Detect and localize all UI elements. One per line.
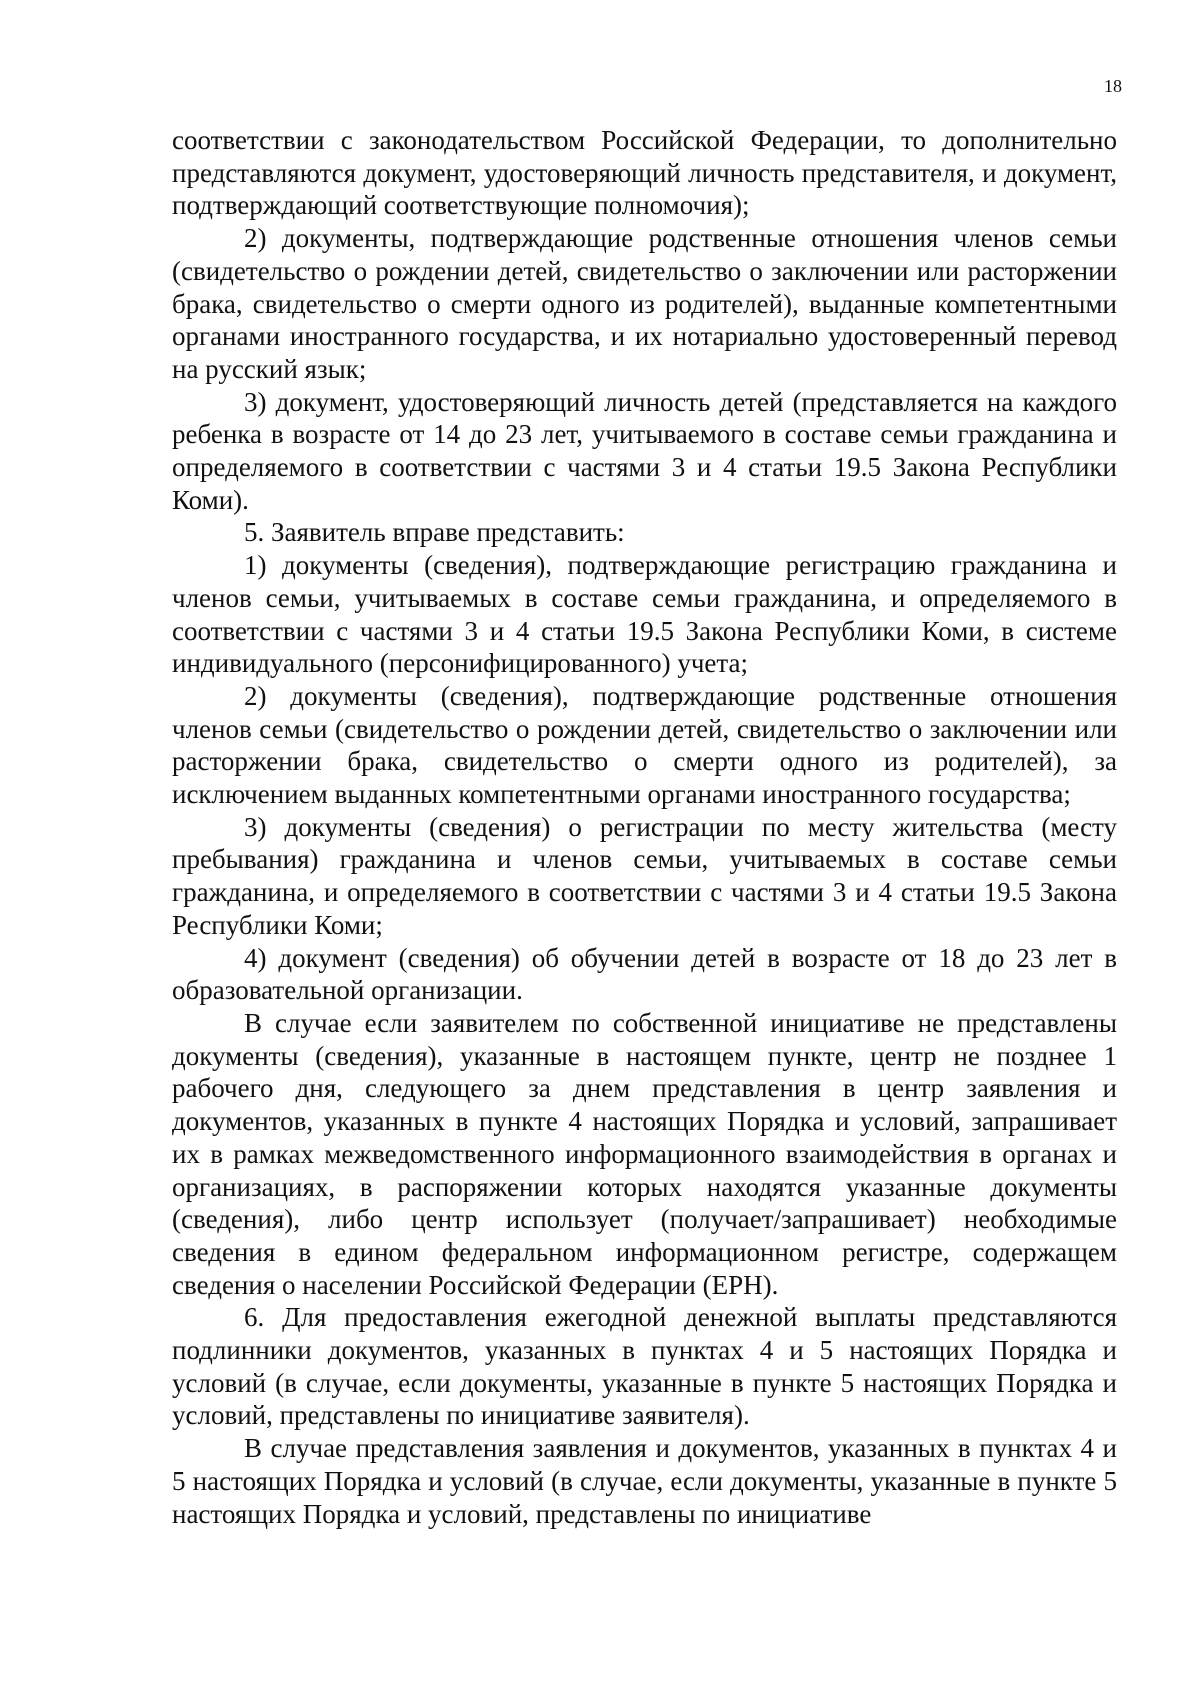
paragraph: 5. Заявитель вправе представить: bbox=[244, 517, 625, 548]
document-body bbox=[172, 124, 1117, 1530]
paragraph: 6. Для предоставления ежегодной денежной выплаты представляются подлинники документов, указанных в пунктах 4 и 5 настоящих Порядка и условий (в случае, если документы, указанные в пункте 5 настоящих Порядка и условий, представлены по инициативе заявителя). bbox=[172, 1302, 1117, 1431]
paragraph: 2) документы (сведения), подтверждающие родственные отношения членов семьи (свидетельство о рождении детей, свидетельство о заключении или расторжении брака, свидетельство о смерти одного из родителей), за исключением выданных компетентными органами иностранного государства; bbox=[172, 680, 1117, 810]
paragraph: 4) документ (сведения) об обучении детей в возрасте от 18 до 23 лет в образовательной организации. bbox=[172, 942, 1117, 1006]
paragraph: 3) документы (сведения) о регистрации по месту жительства (месту пребывания) гражданина и членов семьи, учитываемых в составе семьи гражданина, и определяемого в соответствии с частями 3 и 4 статьи 19.5 Закона Республики Коми; bbox=[172, 811, 1117, 940]
paragraph: 2) документы, подтверждающие родственные отношения членов семьи (свидетельство о рождении детей, свидетельство о заключении или расторжении брака, свидетельство о смерти одного из родителей), выданные компетентными органами иностранного государства, и их нотариально удостоверенный перевод на русский язык; bbox=[172, 223, 1117, 384]
paragraph: В случае представления заявления и документов, указанных в пунктах 4 и 5 настоящих Порядка и условий (в случае, если документы, указанные в пункте 5 настоящих Порядка и условий, представлены по инициативе bbox=[172, 1433, 1117, 1529]
paragraph: соответствии с законодательством Российской Федерации, то дополнительно представляются документ, удостоверяющий личность представителя, и документ, подтверждающий соответствующие полномочия); bbox=[172, 125, 1117, 221]
paragraph: 3) документ, удостоверяющий личность детей (представляется на каждого ребенка в возрасте от 14 до 23 лет, учитываемого в составе семьи гражданина и определяемого в соответствии с частями 3 и 4 статьи 19.5 Закона Республики Коми). bbox=[172, 386, 1117, 515]
page-number: 18 bbox=[1104, 76, 1122, 96]
paragraph: В случае если заявителем по собственной инициативе не представлены документы (сведения), указанные в настоящем пункте, центр не позднее 1 рабочего дня, следующего за днем представления в центр заявления и документов, указанных в пункте 4 настоящих Порядка и условий, запрашивает их в рамках межведомственного информационного взаимодействия в органах и организациях, в распоряжении которых находятся указанные документы (сведения), либо центр использует (получает/запрашивает) необходимые сведения в едином федеральном информационном регистре, содержащем сведения о населении Российской Федерации (ЕРН). bbox=[172, 1007, 1117, 1300]
paragraph: 1) документы (сведения), подтверждающие регистрацию гражданина и членов семьи, учитываемых в составе семьи гражданина, и определяемого в соответствии с частями 3 и 4 статьи 19.5 Закона Республики Коми, в системе индивидуального (персонифицированного) учета; bbox=[172, 550, 1117, 679]
